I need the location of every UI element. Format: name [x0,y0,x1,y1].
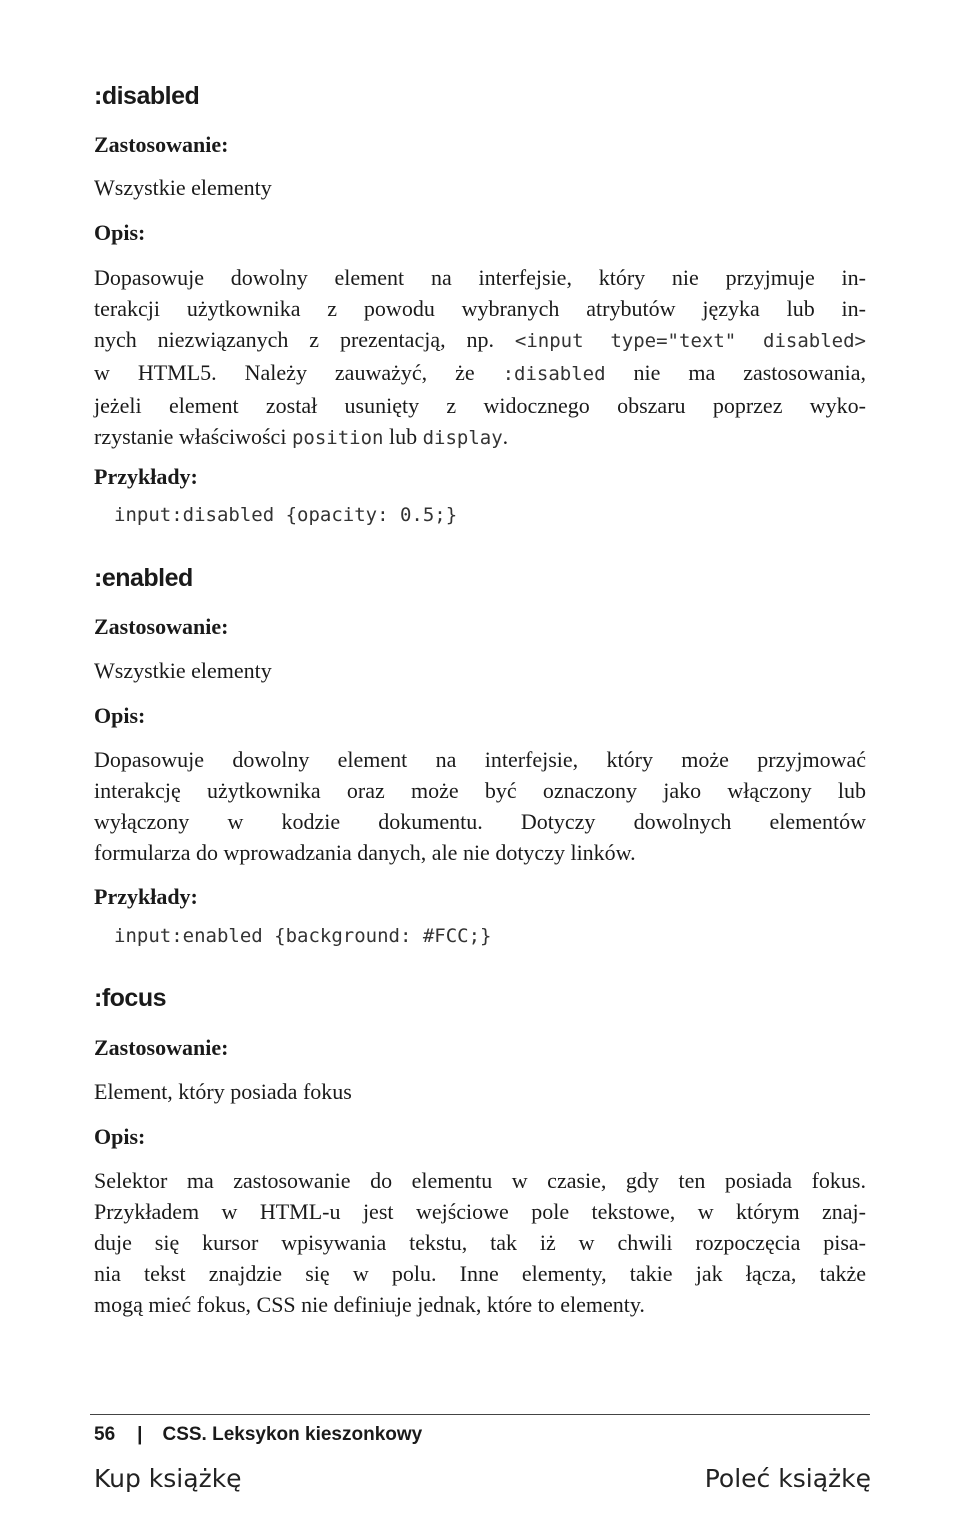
inline-code: position [291,427,384,449]
entry-heading: :enabled [94,564,193,592]
description-line: nia tekst znajdzie się w polu. Inne elementy, takie jak łącza, także [94,1261,866,1286]
description-line: duje się kursor wpisywania tekstu, tak iż w chwili rozpoczęcia pisa- [94,1230,866,1255]
example-code: input:enabled {background: #FCC;} [114,925,492,947]
book-title: CSS. Leksykon kieszonkowy [162,1424,423,1445]
applies-label: Zastosowanie: [94,132,229,157]
recommend-book-link[interactable]: Poleć książkę [704,1464,871,1493]
entry-heading: :focus [94,984,166,1012]
buy-book-link[interactable]: Kup książkę [94,1464,242,1493]
applies-value: Element, który posiada fokus [94,1079,352,1104]
footer-separator: | [137,1424,143,1445]
example-code: input:disabled {opacity: 0.5;} [114,504,458,526]
entry-heading: :disabled [94,82,200,110]
description-line: terakcji użytkownika z powodu wybranych atrybutów języka lub in- [94,296,866,321]
description-line: nych niezwiązanych z prezentacją, np. <input type="text" disabled> [94,327,866,352]
description-label: Opis: [94,1124,146,1149]
inline-code: <input type="text" disabled> [514,330,866,352]
description-label: Opis: [94,703,146,728]
description-line: formularza do wprowadzania danych, ale nie dotyczy linków. [94,840,636,865]
description-label: Opis: [94,220,146,245]
description-text [94,744,866,868]
description-text [94,262,866,454]
description-line: mogą mieć fokus, CSS nie definiuje jednak, które to elementy. [94,1292,645,1317]
description-line: rzystanie właściwości position lub display. [94,424,509,449]
description-line: w HTML5. Należy zauważyć, że :disabled nie ma zastosowania, [94,360,866,385]
applies-label: Zastosowanie: [94,614,229,639]
page-number: 56 [94,1424,116,1445]
description-line: Selektor ma zastosowanie do elementu w czasie, gdy ten posiada fokus. [94,1168,866,1193]
footer-divider [90,1414,870,1415]
description-line: Przykładem w HTML-u jest wejściowe pole tekstowe, w którym znaj- [94,1199,866,1224]
description-line: Dopasowuje dowolny element na interfejsie, który może przyjmować [94,747,866,772]
examples-label: Przykłady: [94,464,198,489]
examples-label: Przykłady: [94,884,198,909]
description-line: jeżeli element został usunięty z widocznego obszaru poprzez wyko- [94,393,866,418]
applies-value: Wszystkie elementy [94,658,272,683]
description-line: interakcję użytkownika oraz może być oznaczony jako włączony lub [94,778,866,803]
description-line: wyłączony w kodzie dokumentu. Dotyczy dowolnych elementów [94,809,866,834]
description-text [94,1165,866,1320]
description-line: Dopasowuje dowolny element na interfejsie, który nie przyjmuje in- [94,265,866,290]
inline-code: display [422,427,503,449]
inline-code: :disabled [502,363,606,385]
applies-label: Zastosowanie: [94,1035,229,1060]
applies-value: Wszystkie elementy [94,175,272,200]
page-footer [94,1424,422,1446]
